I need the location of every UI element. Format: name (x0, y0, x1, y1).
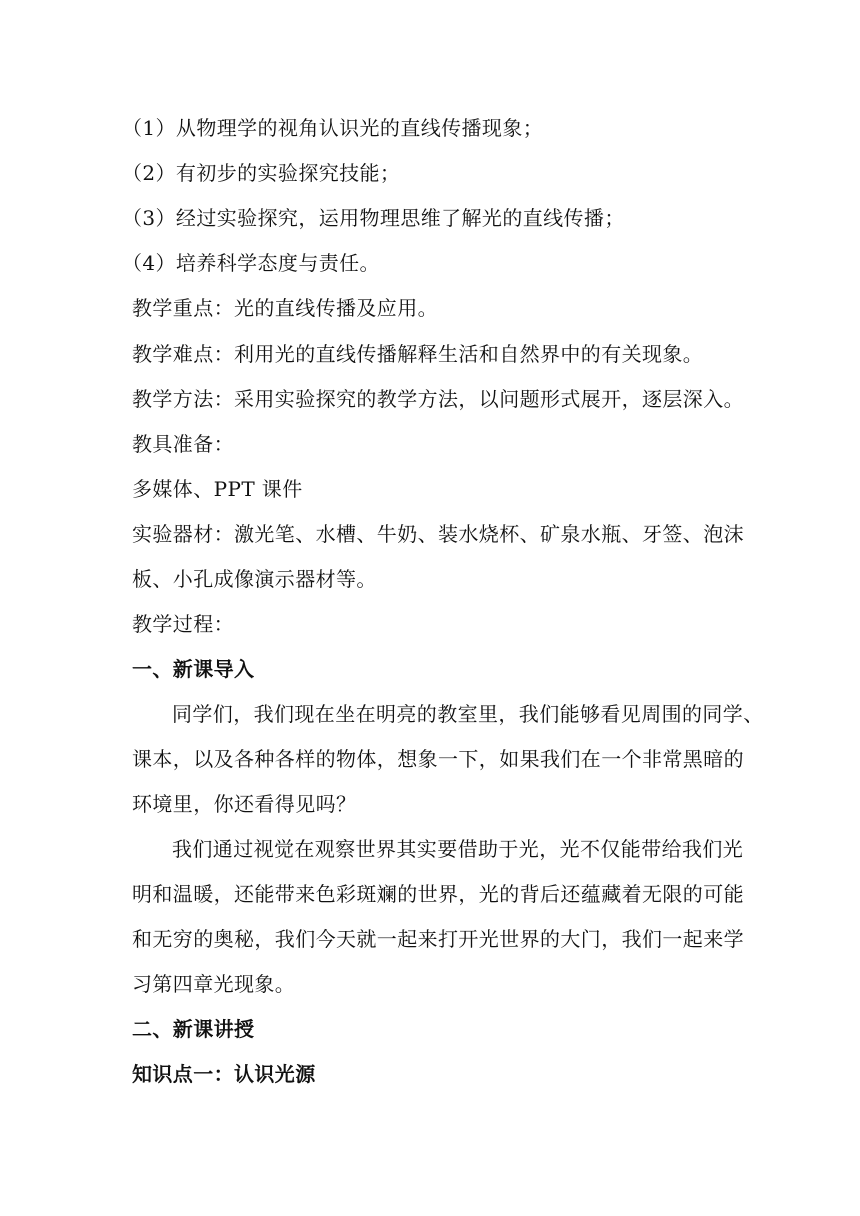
tools-heading: 教具准备： (132, 432, 234, 456)
paragraph-2-line-2: 明和温暖，还能带来色彩斑斓的世界，光的背后还蕴藏着无限的可能 (132, 882, 744, 906)
paragraph-1-line-1: 同学们，我们现在坐在明亮的教室里，我们能够看见周围的同学、 (172, 702, 764, 726)
knowledge-point-title: 知识点一：认识光源 (132, 1062, 316, 1086)
tools-list: 多媒体、PPT 课件 (132, 477, 303, 501)
equipment-line-1: 实验器材：激光笔、水槽、牛奶、装水烧杯、矿泉水瓶、牙签、泡沫 (132, 522, 744, 546)
teaching-method: 教学方法：采用实验探究的教学方法，以问题形式展开，逐层深入。 (132, 387, 744, 411)
equipment-line-2: 板、小孔成像演示器材等。 (132, 567, 377, 591)
paragraph-2-line-1: 我们通过视觉在观察世界其实要借助于光，光不仅能带给我们光 (172, 837, 744, 861)
paragraph-2-line-3: 和无穷的奥秘，我们今天就一起来打开光世界的大门，我们一起来学 (132, 927, 744, 951)
section-1-title: 一、新课导入 (132, 657, 255, 681)
paragraph-2-line-4: 习第四章光现象。 (132, 972, 296, 996)
objective-4: （4）培养科学态度与责任。 (122, 251, 380, 275)
process-heading: 教学过程： (132, 612, 234, 636)
key-point: 教学重点：光的直线传播及应用。 (132, 296, 438, 320)
section-2-title: 二、新课讲授 (132, 1017, 255, 1041)
objective-2: （2）有初步的实验探究技能； (122, 161, 401, 185)
difficulty: 教学难点：利用光的直线传播解释生活和自然界中的有关现象。 (132, 342, 704, 366)
objective-1: （1）从物理学的视角认识光的直线传播现象； (122, 116, 544, 140)
paragraph-1-line-2: 课本，以及各种各样的物体，想象一下，如果我们在一个非常黑暗的 (132, 747, 744, 771)
paragraph-1-line-3: 环境里，你还看得见吗？ (132, 792, 357, 816)
objective-3: （3）经过实验探究，运用物理思维了解光的直线传播； (122, 206, 625, 230)
